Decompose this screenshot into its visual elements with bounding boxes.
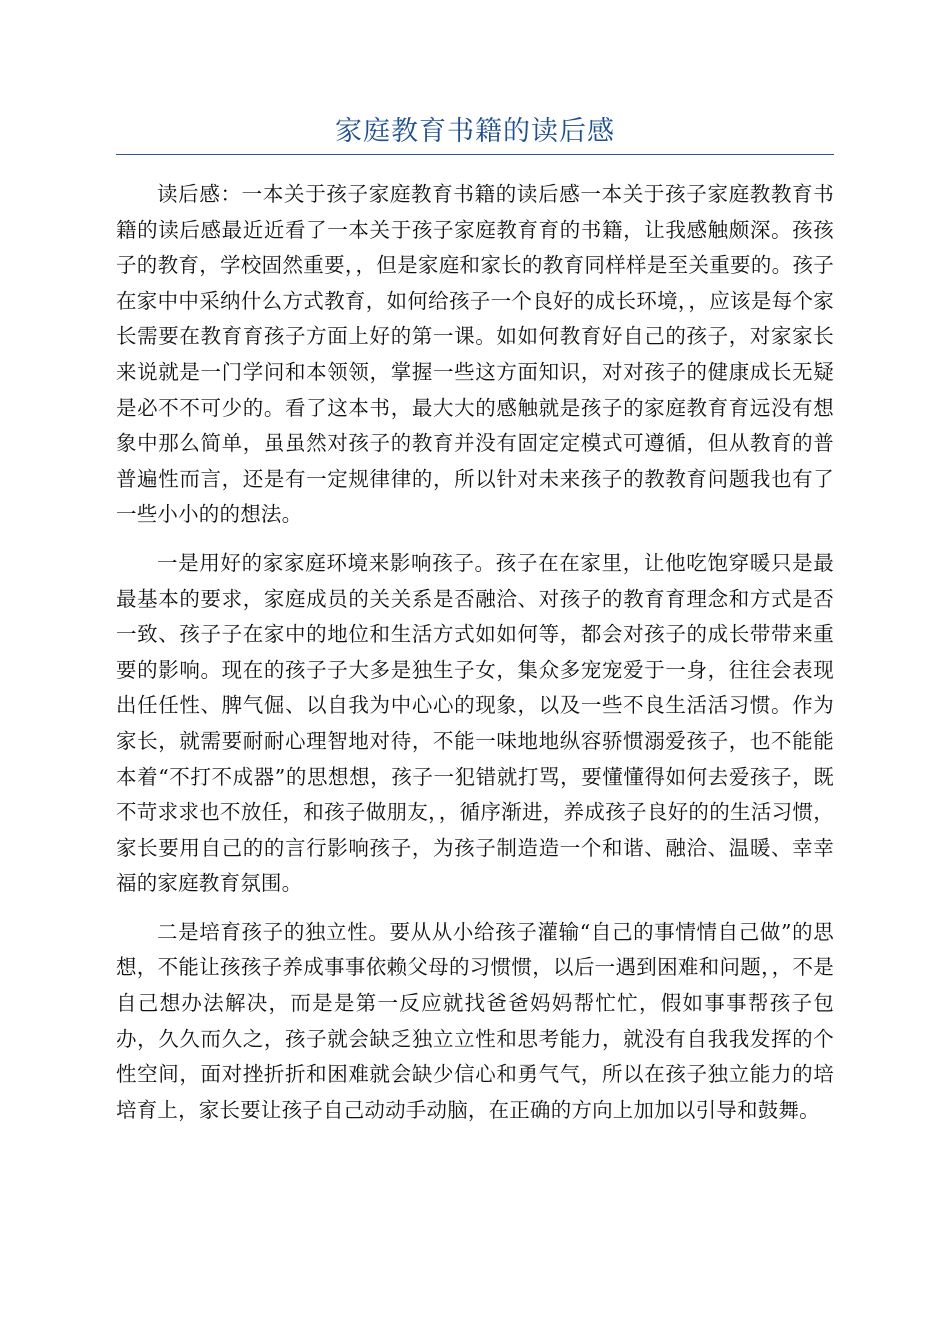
paragraph-family-environment: 一是用好的家家庭环境来影响孩子。孩子在在家里，让他吃饱穿暖只是最最基本的要求，家庭成员的关关系是否融洽、对孩子的教育育理念和方式是否一致、孩子子在家中的地位和生活方式如如何等，都会对孩子的成长带带来重要的影响。现在的孩子子大多是独生子女，集众多宠宠爱于一身，往往会表现出任任性、脾气倔、以自我为中心心的现象，以及一些不良生活活习惯。作为家长，就需要耐耐心理智地对待，不能一味地地纵容骄惯溺爱孩子，也不能能本着“不打不成器”的思想想，孩子一犯错就打骂，要懂懂得如何去爱孩子，既不苛求求也不放任，和孩子做朋友，，循序渐进，养成孩子良好的的生活习惯，家长要用自己的的言行影响孩子，为孩子制造造一个和谐、融洽、温暖、幸幸福的家庭教育氛围。 bbox=[116, 550, 834, 896]
document-body bbox=[116, 177, 834, 1128]
title-underline-rule bbox=[116, 154, 834, 155]
paragraph-intro: 读后感：一本关于孩子家庭教育书籍的读后感一本关于孩子家庭教教育书籍的读后感最近近看了一本关于孩子家庭教育育的书籍，让我感触颇深。孩孩子的教育，学校固然重要，，但是家庭和家长的教育同样样是至关重要的。孩子在家中中采纳什么方式教育，如何给孩子一个良好的成长环境，，应该是每个家长需要在教育育孩子方面上好的第一课。如如何教育好自己的孩子，对家家长来说就是一门学问和本领领，掌握一些这方面知识，对对孩子的健康成长无疑是必不不可少的。看了这本书，最大大的感触就是孩子的家庭教育育远没有想象中那么简单，虽虽然对孩子的教育并没有固定定模式可遵循，但从教育的普普遍性而言，还是有一定规律律的，所以针对未来孩子的教教育问题我也有了一些小小的的想法。 bbox=[116, 182, 834, 527]
document-page bbox=[116, 112, 834, 1141]
paragraph-independence: 二是培育孩子的独立性。要从从小给孩子灌输“自己的事情情自己做”的思想，不能让孩孩子养成事事依赖父母的习惯惯，以后一遇到困难和问题，，不是自己想办法解决，而是是第一反应就找爸爸妈妈帮忙忙，假如事事帮孩子包办，久久而久之，孩子就会缺乏独立立性和思考能力，就没有自我我发挥的个性空间，面对挫折折和困难就会缺少信心和勇气气，所以在孩子独立能力的培培育上，家长要让孩子自己动动手动脑，在正确的方向上加加以引导和鼓舞。 bbox=[116, 919, 834, 1122]
document-title: 家庭教育书籍的读后感 bbox=[335, 116, 615, 147]
